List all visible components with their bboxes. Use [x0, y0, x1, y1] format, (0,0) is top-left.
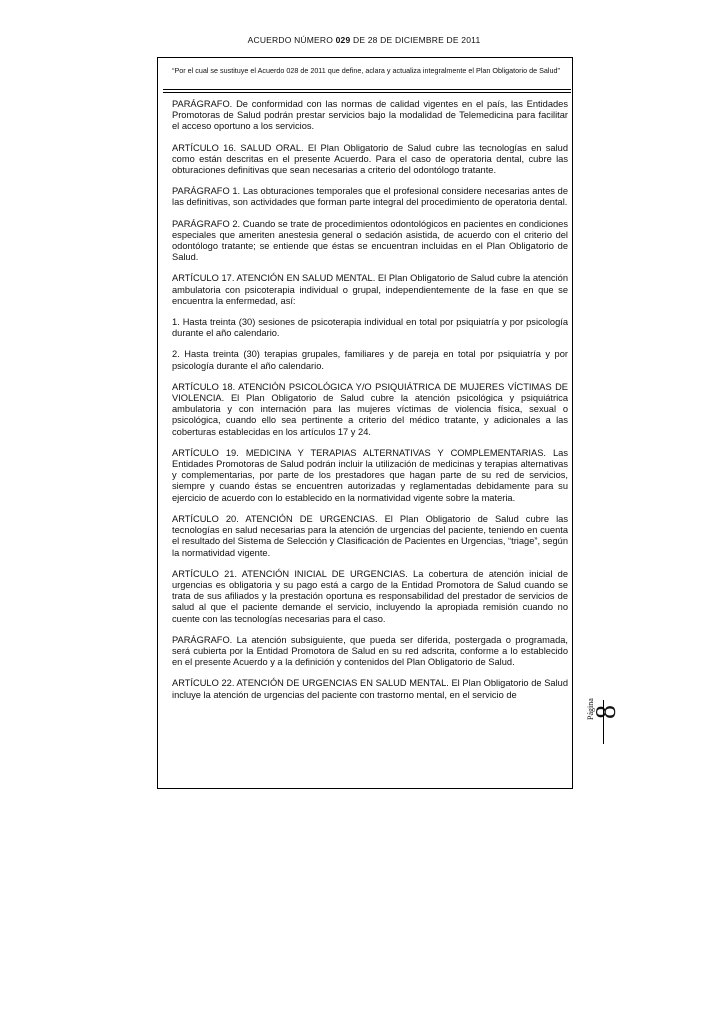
paragraph-paragrafo-telemedicina: PARÁGRAFO. De conformidad con las normas de calidad vigentes en el país, las Entidades Promotoras de Salud podrán prestar servicios bajo la modalidad de Telemedicina para facilitar el acceso oportuno a los servicios. [172, 99, 568, 132]
paragraph-paragrafo-atencion-subsiguiente: PARÁGRAFO. La atención subsiguiente, que pueda ser diferida, postergada o programada, será cubierta por la Entidad Promotora de Salud en su red adscrita, conforme a lo establecido en el presente Acuerdo y a la definición y contenidos del Plan Obligatorio de Salud. [172, 634, 568, 668]
subtitle-rule-bottom [163, 92, 571, 93]
header-prefix: ACUERDO NÚMERO [247, 35, 336, 45]
document-body [172, 99, 568, 711]
paragraph-paragrafo-2: PARÁGRAFO 2. Cuando se trate de procedimientos odontológicos en pacientes en condiciones especiales que ameriten anestesia general o sedación asistida, de acuerdo con el criterio del odontólogo tratante; se entiende que éstas se encuentran incluidas en el Plan Obligatorio de Salud. [172, 218, 568, 263]
page-label: Página [586, 698, 595, 720]
paragraph-articulo-18: ARTÍCULO 18. ATENCIÓN PSICOLÓGICA Y/O PSIQUIÁTRICA DE MUJERES VÍCTIMAS DE VIOLENCIA. El Plan Obligatorio de Salud cubre la atención psicológica y psiquiátrica ambulatoria y con internación para las mujeres víctimas de violencia física, sexual o psicológica, cuando ello sea pertinente a criterio del médico tratante, y adicionales a las coberturas establecidas en los artículos 17 y 24. [172, 381, 568, 437]
paragraph-item-2: 2. Hasta treinta (30) terapias grupales, familiares y de pareja en total por psiquiatría y por psicología durante el año calendario. [172, 349, 568, 371]
subtitle-rule-top [163, 89, 571, 90]
paragraph-paragrafo-1: PARÁGRAFO 1. Las obturaciones temporales que el profesional considere necesarias antes de las definitivas, son actividades que forman parte integral del procedimiento de operatoria dental. [172, 186, 568, 208]
page-number-divider [603, 700, 604, 744]
paragraph-articulo-22: ARTÍCULO 22. ATENCIÓN DE URGENCIAS EN SALUD MENTAL. El Plan Obligatorio de Salud incluye la atención de urgencias del paciente con trastorno mental, en el servicio de [172, 678, 568, 700]
page-number: 8 [591, 705, 622, 719]
document-subtitle: “Por el cual se sustituye el Acuerdo 028 de 2011 que define, aclara y actualiza integralmente el Plan Obligatorio de Salud” [172, 66, 560, 75]
agreement-number: 029 [335, 35, 351, 45]
paragraph-articulo-17: ARTÍCULO 17. ATENCIÓN EN SALUD MENTAL. El Plan Obligatorio de Salud cubre la atención ambulatoria con psicoterapia individual o grupal, independientemente de la fase en que se encuentra la enfermedad, así: [172, 273, 568, 306]
paragraph-item-1: 1. Hasta treinta (30) sesiones de psicoterapia individual en total por psiquiatría y por psicología durante el año calendario. [172, 317, 568, 339]
document-header [0, 35, 728, 45]
paragraph-articulo-16: ARTÍCULO 16. SALUD ORAL. El Plan Obligatorio de Salud cubre las tecnologías en salud como están descritas en el presente Acuerdo. Para el caso de operatoria dental, cubre las obturaciones definitivas que sean necesarias a criterio del odontólogo tratante. [172, 142, 568, 176]
paragraph-articulo-21: ARTÍCULO 21. ATENCIÓN INICIAL DE URGENCIAS. La cobertura de atención inicial de urgencias es obligatoria y su pago está a cargo de la Entidad Promotora de Salud cuando se trata de sus afiliados y la prestación oportuna es responsabilidad del prestador de servicios de salud al que el paciente demande el servicio, incluyendo la apropiada remisión cuando no cuente con las tecnologías necesarias para el caso. [172, 568, 568, 624]
page-number-block [586, 700, 626, 744]
header-suffix: DE 28 DE DICIEMBRE DE 2011 [350, 35, 481, 45]
paragraph-articulo-20: ARTÍCULO 20. ATENCIÓN DE URGENCIAS. El Plan Obligatorio de Salud cubre las tecnologías en salud necesarias para la atención de urgencias del paciente, teniendo en cuenta el resultado del Sistema de Selección y Clasificación de Pacientes en Urgencias, “triage”, según la normatividad vigente. [172, 513, 568, 558]
paragraph-articulo-19: ARTÍCULO 19. MEDICINA Y TERAPIAS ALTERNATIVAS Y COMPLEMENTARIAS. Las Entidades Promotoras de Salud podrán incluir la utilización de medicinas y terapias alternativas y complementarias, por parte de los prestadores que hagan parte de su red de servicios, siempre y cuando éstas se encuentren autorizadas y reglamentadas debidamente para su ejercicio de acuerdo con lo establecido en la normatividad vigente sobre la materia. [172, 447, 568, 503]
